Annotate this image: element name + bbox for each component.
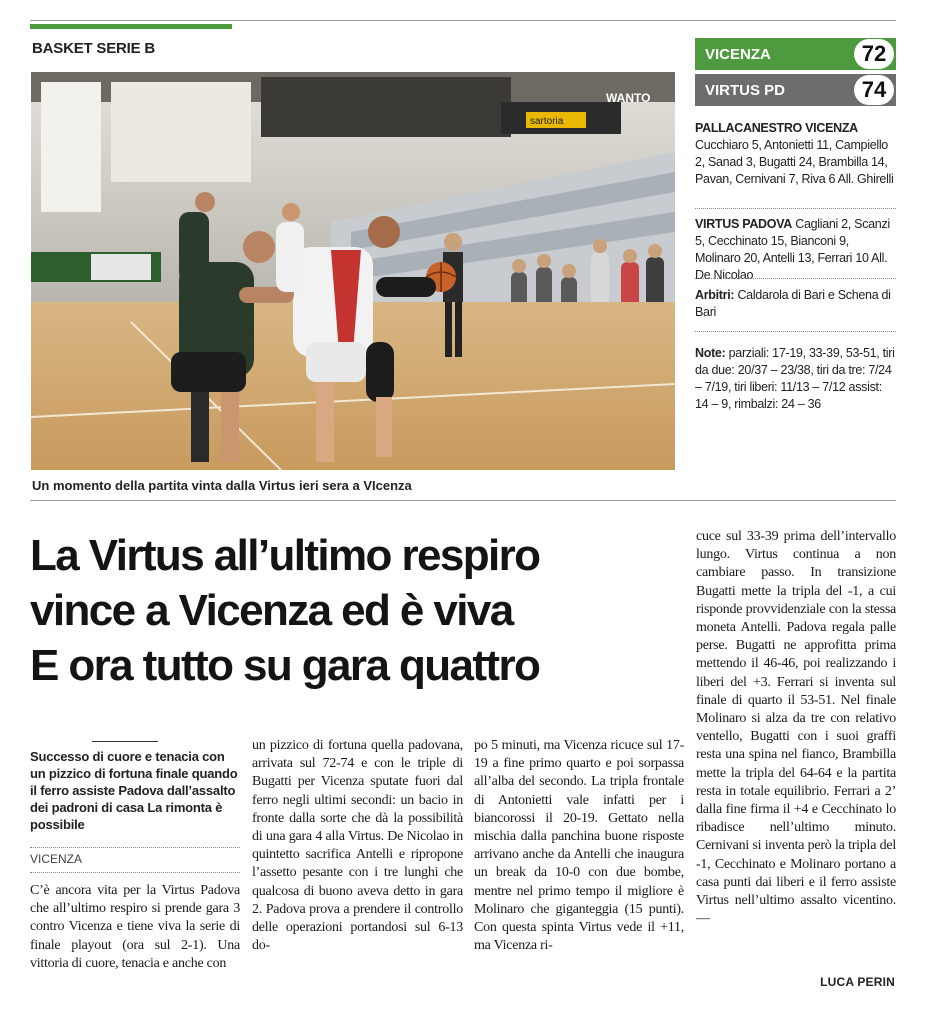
byline: LUCA PERIN xyxy=(820,975,895,989)
section-accent-bar xyxy=(30,24,232,29)
article-photo xyxy=(31,72,675,470)
home-team-points: 72 xyxy=(854,39,894,69)
lineup-separator xyxy=(695,278,896,279)
headline-line-3: E ora tutto su gara quattro xyxy=(30,641,540,690)
home-lineup-label: PALLACANESTRO VICENZA xyxy=(695,121,858,135)
lineup-separator xyxy=(695,331,896,332)
headline xyxy=(30,528,680,693)
referees-label: Arbitri: xyxy=(695,288,735,302)
dateline-rule xyxy=(30,847,240,848)
away-lineup xyxy=(695,216,896,284)
dateline-rule xyxy=(30,872,240,873)
notes-text: parziali: 17-19, 33-39, 53-51, tiri da due: 20/37 – 23/38, tiri da tre: 7/24 – 7/19, tiri liberi: 11/13 – 7/12 assist: 14 – 9, rimbalzi: 24 – 36 xyxy=(695,346,895,411)
home-team-name: VICENZA xyxy=(705,45,771,63)
home-lineup-text: Cucchiaro 5, Antonietti 11, Campiello 2, Sanad 3, Bugatti 24, Brambilla 14, Pavan, Cernivani 7, Riva 6 All. Ghirelli xyxy=(695,138,894,186)
subhead: Successo di cuore e tenacia con un pizzico di fortuna finale quando il ferro assiste Padova dall’assalto dei padroni di casa La rimonta è possibile xyxy=(30,749,238,832)
body-column-2: un pizzico di fortuna quella padovana, arrivata sul 72-74 e con le triple di Bugatti per Vicenza sputate fuori dal ferro negli ultimi secondi: un bacio in fronte dalla sorte che dà la possibilità di una gara 4 alla Virtus. De Nicolao in quintetto sacrifica Antelli e ripropone l’assetto pesante con i tre lunghi che qualcosa di buono aveva detto in gara 2. Padova prova a prendere il controllo delle operazioni portandosi sul 6-13 do- xyxy=(252,738,463,954)
notes-label: Note: xyxy=(695,346,726,360)
home-lineup xyxy=(695,120,896,188)
body-column-1: C’è ancora vita per la Virtus Padova che all’ultimo respiro si prende gara 3 contro Vicenza e tiene viva la serie di finale playout (ora sul 2-1). Una vittoria di cuore, tenacia e anche con xyxy=(30,883,240,971)
away-team-points: 74 xyxy=(854,75,894,105)
photo-caption: Un momento della partita vinta dalla Virtus ieri sera a VIcenza xyxy=(32,478,412,493)
referees-text: Caldarola di Bari e Schena di Bari xyxy=(695,288,891,319)
headline-line-2: vince a Vicenza ed è viva xyxy=(30,586,513,635)
body-column-3: po 5 minuti, ma Vicenza ricuce sul 17-19 a fine primo quarto e poi sorpassa all’alba del secondo. La tripla frontale di Antonietti vale infatti per i biancorossi il 20-19. Gettato nella mischia dalla panchina buone risposte arrivano anche da Antelli che inaugura un break da 10-0 con due bombe, mentre nel primo tempo il migliore è Molinaro che giganteggia (15 punti). Con questa spinta Virtus vede il +11, ma Vicenza ri- xyxy=(474,738,684,954)
body-column-4: cuce sul 33-39 prima dell’intervallo lungo. Virtus continua a non cambiare passo. In transizione Bugatti mette la tripla del -1, a cui risponde provvidenziale con la stessa moneta Antelli. Padova regala palle perse. Bugatti ne approfitta prima mettendo il 46-46, poi realizzando i liberi del +3. Ferrari si inventa sul finale di quarto il 53-51. Nel finale Molinaro si alza da tre con relativo ventello, Bugatti con i suoi graffi resta una spina nel fianco, Brambilla mette la tripla del 64-64 e la partita resta in totale equilibrio. Ferrari a 2’ dalla fine firma il +4 e Cecchinato lo ribadisce nell’ultimo minuto. Cernivani si inventa però la tripla del -1, Cecchinato e Molinaro portano a casa punti dai liberi e il ferro assiste Virtus nell’ultimo assalto vicentino. — xyxy=(696,529,896,927)
game-notes xyxy=(695,345,896,413)
sponsor-text: sartoria xyxy=(530,116,564,127)
top-rule xyxy=(30,20,896,21)
away-lineup-text: Cagliani 2, Scanzi 5, Cecchinato 15, Bianconi 9, Molinaro 20, Antelli 13, Ferrari 10 All. De Nicolao xyxy=(695,217,890,282)
referees xyxy=(695,287,896,321)
lineup-separator xyxy=(695,208,896,209)
arena-banner-text: WANTO xyxy=(606,91,651,105)
headline-line-1: La Virtus all’ultimo respiro xyxy=(30,531,540,580)
score-away xyxy=(695,74,896,106)
away-team-name: VIRTUS PD xyxy=(705,81,786,99)
score-home xyxy=(695,38,896,70)
dateline: VICENZA xyxy=(30,852,83,866)
section-label: BASKET SERIE B xyxy=(32,40,156,57)
away-lineup-label: VIRTUS PADOVA xyxy=(695,217,793,231)
subhead-rule xyxy=(92,741,158,742)
section-divider xyxy=(30,500,896,501)
